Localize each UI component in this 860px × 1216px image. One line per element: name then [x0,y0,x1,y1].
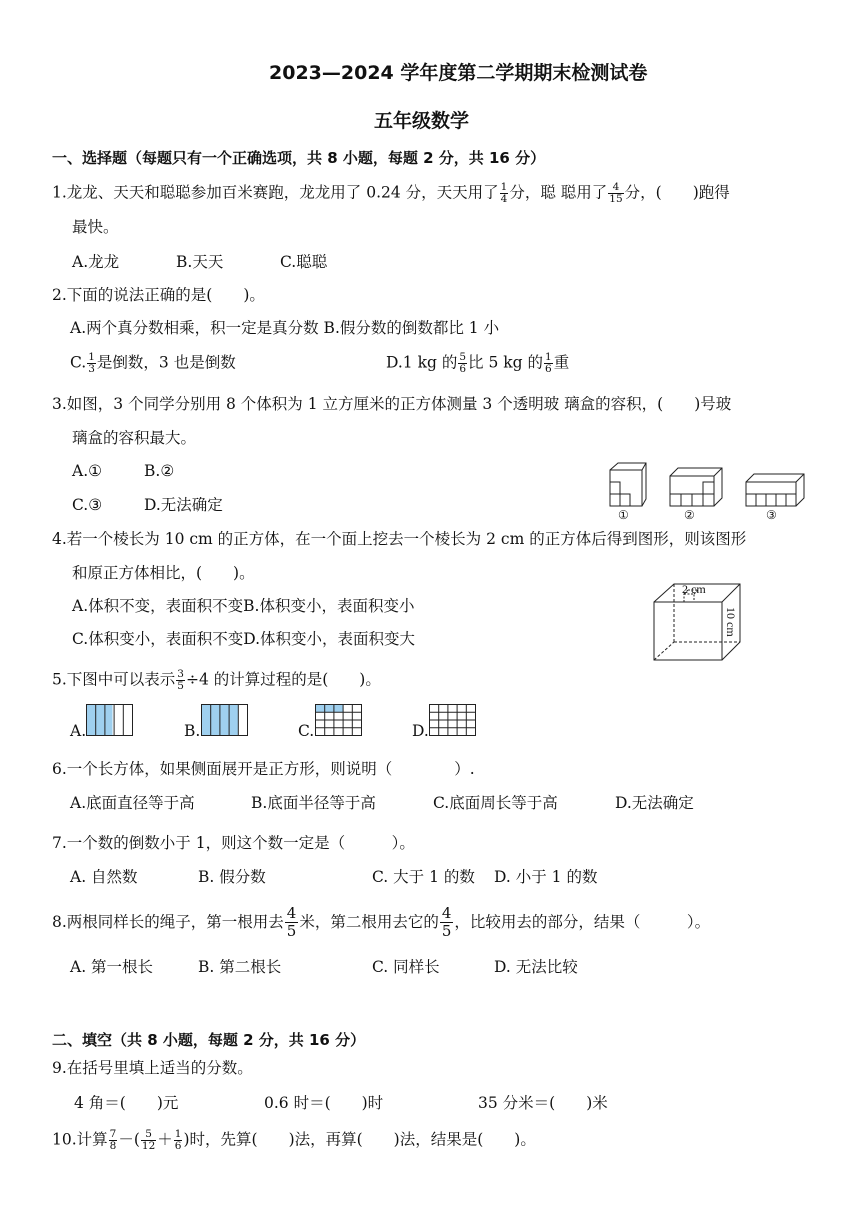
fill-blank-item[interactable]: 4 角＝( )元 [74,1094,179,1112]
question-8-stem: 8.两根同样长的绳子，第一根用去 $\frac{4}{5}$ 米，第二根用去它的 $\frac{4}{5}$ ，比较用去的部分，结果（ ）。 [52,904,711,941]
fraction: $\frac{1}{3}$ [88,351,95,376]
figure-label-2cm: 2 cm [682,582,706,596]
option-c[interactable]: C. $\frac{1}{3}$ 是倒数，3 也是倒数 [70,351,236,376]
option-d[interactable]: D. [412,722,429,740]
option-c[interactable]: C. [298,722,315,740]
question-4-options-ab[interactable]: A.体积不变，表面积不变B.体积变小，表面积变小 [72,597,415,615]
option-d[interactable]: D. 无法比较 [494,958,578,976]
option-c[interactable]: C. 同样长 [372,958,440,976]
option-b[interactable]: B.天天 [176,253,224,271]
option-b[interactable]: B. 假分数 [198,868,266,886]
question-4-stem: 4.若一个棱长为 10 cm 的正方体，在一个面上挖去一个棱长为 2 cm 的正方体后得到图形，则该图形 [52,530,747,548]
option-c[interactable]: C.③ [72,496,103,514]
question-6-stem: 6.一个长方体，如果侧面展开是正方形，则说明（ ）. [52,760,475,778]
question-7-stem: 7.一个数的倒数小于 1，则这个数一定是（ ）。 [52,834,415,852]
option-a[interactable]: A. 自然数 [70,868,138,886]
question-5-stem: 5.下图中可以表示 $\frac{3}{5}$ ÷4 的计算过程的是( )。 [52,668,381,693]
option-a[interactable]: A.龙龙 [72,253,120,271]
figure-label-10cm: 10 cm [724,607,738,637]
figure-label-3: ③ [766,508,777,522]
option-a[interactable]: A. [70,722,87,740]
fraction: $\frac{1}{6}$ [174,1128,182,1153]
grid-option-a[interactable] [86,704,134,736]
option-b[interactable]: B.底面半径等于高 [251,794,376,812]
question-3-stem: 3.如图，3 个同学分别用 8 个体积为 1 立方厘米的正方体测量 3 个透明玻 璃盒的容积，( )号玻 [52,395,732,413]
question-2-options-ab[interactable]: A.两个真分数相乘，积一定是真分数 B.假分数的倒数都比 1 小 [70,319,500,337]
question-3-stem-cont: 璃盒的容积最大。 [72,429,197,447]
fraction: $\frac{1}{6}$ [545,351,552,376]
option-a[interactable]: A. 第一根长 [70,958,154,976]
fraction: $\frac{3}{5}$ [177,668,184,693]
figure-label-1: ① [618,508,629,522]
grid-option-d[interactable] [429,704,477,736]
option-b[interactable]: B. 第二根长 [198,958,282,976]
section-2-heading: 二、填空（共 8 小题，每题 2 分，共 16 分） [52,1031,366,1049]
grid-option-b[interactable] [201,704,249,736]
option-b[interactable]: B.② [144,462,175,480]
option-a[interactable]: A.① [72,462,103,480]
option-b[interactable]: B. [184,722,201,740]
question-1-stem-cont: 最快。 [72,218,119,236]
fill-blank-item[interactable]: 0.6 时＝( )时 [264,1094,384,1112]
option-d[interactable]: D. 小于 1 的数 [494,868,598,886]
figure-label-2: ② [684,508,695,522]
fraction: $\frac{5}{12}$ [141,1128,156,1153]
question-4-options-cd[interactable]: C.体积变小，表面积不变D.体积变小，表面积变大 [72,630,416,648]
fraction: $\frac{7}{8}$ [109,1128,117,1153]
question-1-stem: 1.龙龙、天天和聪聪参加百米赛跑，龙龙用了 0.24 分，天天用了 $\frac{1}{4}$ 分，聪 聪用了 $\frac{4}{15}$ 分，( )跑得 [52,181,730,206]
fraction: $\frac{4}{5}$ [286,904,297,941]
fraction: $\frac{4}{5}$ [441,904,452,941]
question-10-stem: 10.计算 $\frac{7}{8}$ －( $\frac{5}{12}$ ＋ $\frac{1}{6}$ )时，先算( )法，再算( )法，结果是( )。 [52,1128,536,1153]
option-d[interactable]: D.无法确定 [144,496,223,514]
option-a[interactable]: A.底面直径等于高 [70,794,195,812]
question-9-stem: 9.在括号里填上适当的分数。 [52,1059,253,1077]
option-c[interactable]: C. 大于 1 的数 [372,868,475,886]
option-d[interactable]: D.无法确定 [615,794,694,812]
section-1-heading: 一、选择题（每题只有一个正确选项，共 8 小题，每题 2 分，共 16 分） [52,149,546,167]
option-c[interactable]: C.聪聪 [280,253,328,271]
option-d[interactable]: D.1 kg 的 $\frac{5}{6}$ 比 5 kg 的 $\frac{1}{6}$ 重 [386,351,570,376]
question-2-stem: 2.下面的说法正确的是( )。 [52,286,265,304]
exam-subtitle: 五年级数学 [374,110,470,132]
exam-title: 2023—2024 学年度第二学期期末检测试卷 [269,62,648,84]
fraction: $\frac{5}{6}$ [459,351,467,376]
grid-option-c[interactable] [315,704,363,736]
option-c[interactable]: C.底面周长等于高 [433,794,558,812]
question-4-stem-cont: 和原正方体相比，( )。 [72,564,255,582]
fill-blank-item[interactable]: 35 分米＝( )米 [478,1094,608,1112]
fraction: $\frac{1}{4}$ [500,181,508,206]
fraction: $\frac{4}{15}$ [609,181,623,206]
